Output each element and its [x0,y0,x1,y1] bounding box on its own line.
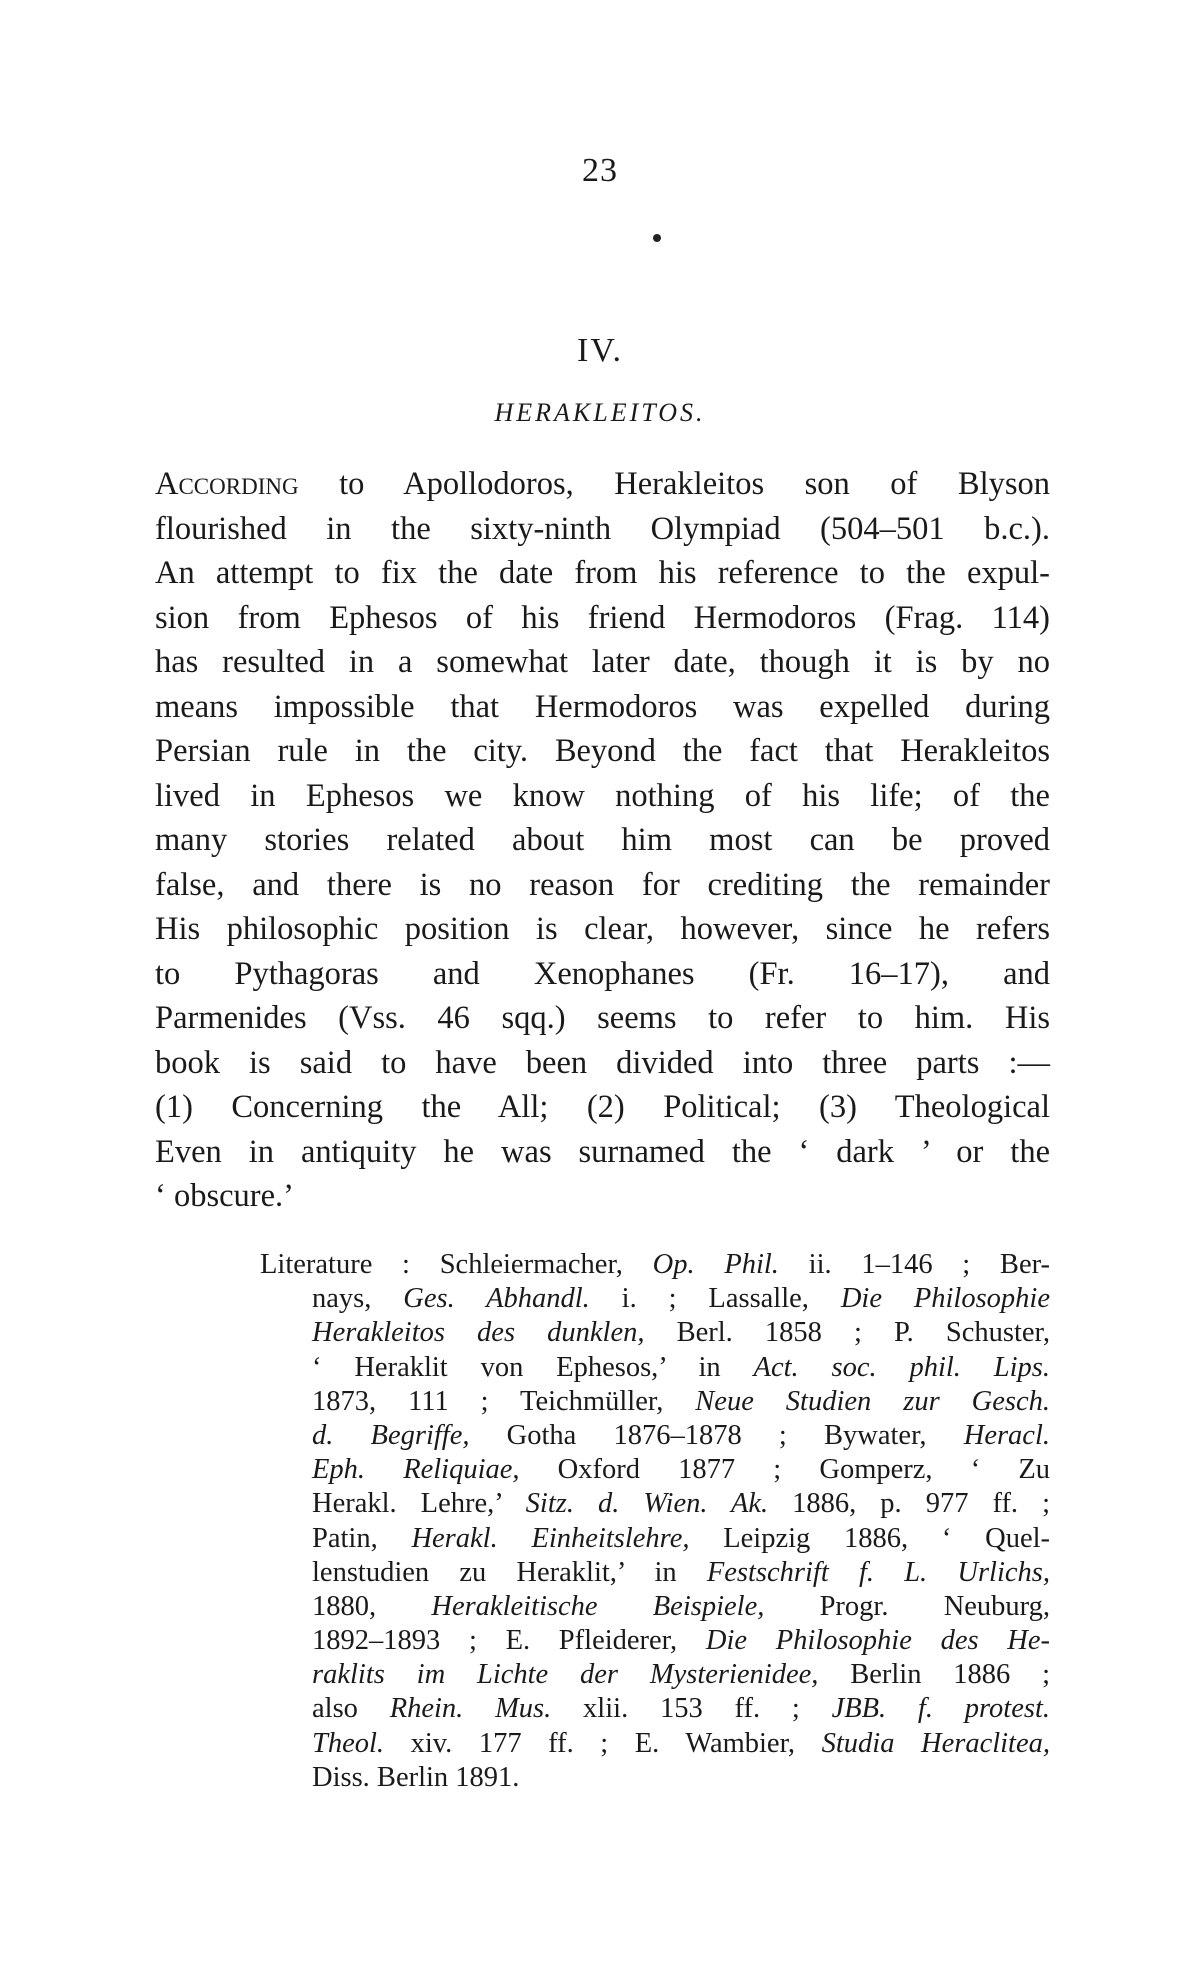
body-line: lived in Ephesos we know nothing of his life; of the [155,777,1050,814]
literature-note [260,1248,1050,1795]
literature-title-italic: Sitz. d. Wien. Ak. [525,1488,769,1520]
page-number: 23 [582,152,618,189]
literature-title-italic: Die Philosophie [840,1283,1051,1315]
literature-text: ‘ Heraklit von Ephesos,’ in [312,1351,754,1383]
literature-text: also [312,1693,390,1725]
literature-text: ii. 1–146 ; Ber- [778,1249,1051,1280]
literature-title-italic: Studia Heraclitea, [821,1727,1050,1759]
literature-text: Progr. Neuburg, [764,1590,1051,1622]
body-paragraph [155,462,1050,1219]
body-line: Even in antiquity he was surnamed the ‘ dark ’ or the [155,1133,1050,1170]
literature-line [260,1590,1050,1624]
literature-title-italic: Op. Phil. [652,1249,779,1280]
body-line: ‘ obscure.’ [155,1178,294,1214]
body-line: has resulted in a somewhat later date, though it is by no [155,644,1050,680]
literature-text: Literature : Schleiermacher, [260,1249,653,1280]
literature-text: Patin, [312,1522,412,1554]
body-line: many stories related about him most can be proved [155,822,1050,858]
literature-line [260,1453,1050,1487]
literature-title-italic: Ges. Abhandl. [403,1283,590,1315]
literature-title-italic: Act. soc. phil. Lips. [753,1351,1050,1383]
literature-title-italic: Herakl. Einheitslehre, [411,1522,690,1554]
literature-text: lenstudien zu Heraklit,’ in [312,1556,707,1588]
literature-line [260,1692,1050,1726]
literature-line [260,1556,1050,1590]
literature-line [260,1248,1050,1282]
literature-text: xiv. 177 ff. ; E. Wambier, [384,1727,822,1759]
body-line: sion from Ephesos of his friend Hermodoros (Frag. 114) [155,599,1050,636]
literature-text: Berl. 1858 ; P. Schuster, [644,1317,1050,1349]
body-line: flourished in the sixty-ninth Olympiad (504–501 b.c.). [155,510,1050,547]
literature-title-italic: Neue Studien zur Gesch. [695,1385,1050,1417]
literature-text: 1873, 111 ; Teichmüller, [312,1385,696,1417]
literature-text: Diss. Berlin 1891. [312,1761,520,1793]
literature-title-italic: JBB. f. protest. [831,1693,1050,1725]
chapter-number: IV. [577,332,623,369]
literature-title-italic: raklits im Lichte der Mysterienidee, [312,1659,819,1691]
literature-line [260,1282,1050,1316]
literature-line [260,1761,1050,1795]
body-line: (1) Concerning the All; (2) Political; (3) Theological [155,1089,1050,1125]
literature-text: xlii. 153 ff. ; [551,1693,832,1725]
body-line: false, and there is no reason for crediting the remainder [155,866,1050,903]
literature-title-italic: Festschrift f. L. Urlichs, [706,1556,1050,1588]
body-line: book is said to have been divided into three parts :— [155,1044,1050,1081]
literature-text: Berlin 1886 ; [818,1659,1050,1691]
literature-title-italic: Eph. Reliquiae, [312,1454,520,1486]
literature-text: 1880, [312,1590,432,1622]
body-line: His philosophic position is clear, however, since he refers [155,911,1050,947]
body-line: to Pythagoras and Xenophanes (Fr. 16–17), and [155,955,1050,992]
literature-text: Herakl. Lehre,’ [312,1488,526,1520]
literature-line [260,1385,1050,1419]
literature-text: nays, [312,1283,404,1315]
printer-dot-mark [653,234,661,242]
literature-text: 1892–1893 ; E. Pfleiderer, [312,1625,706,1657]
literature-title-italic: Herakleitos des dunklen, [312,1317,645,1349]
body-line: means impossible that Hermodoros was expelled during [155,688,1050,725]
literature-line [260,1658,1050,1692]
literature-line [260,1727,1050,1761]
literature-line [260,1624,1050,1658]
literature-line [260,1316,1050,1350]
literature-text: 1886, p. 977 ff. ; [768,1488,1050,1520]
literature-text: i. ; Lassalle, [589,1283,841,1315]
literature-title-italic: Die Philosophie des He- [705,1625,1050,1657]
literature-line [260,1487,1050,1521]
literature-title-italic: Rhein. Mus. [389,1693,552,1725]
literature-line [260,1419,1050,1453]
body-line: An attempt to fix the date from his reference to the expul- [155,555,1050,591]
literature-line [260,1522,1050,1556]
literature-title-italic: Herakleitische Beispiele, [431,1590,765,1622]
body-line: Persian rule in the city. Beyond the fact that Herakleitos [155,733,1050,769]
literature-title-italic: d. Begriffe, [312,1419,470,1451]
chapter-title: HERAKLEITOS. [494,398,706,427]
literature-line [260,1351,1050,1385]
literature-title-italic: Theol. [312,1727,385,1759]
lead-word: According [155,466,299,502]
literature-title-italic: Heracl. [963,1419,1050,1451]
literature-text: Gotha 1876–1878 ; Bywater, [469,1419,964,1451]
body-line: Parmenides (Vss. 46 sqq.) seems to refer to him. His [155,1000,1050,1036]
literature-text: Oxford 1877 ; Gomperz, ‘ Zu [519,1454,1051,1486]
literature-text: Leipzig 1886, ‘ Quel- [689,1522,1050,1554]
body-line-text: to Apollodoros, Herakleitos son of Blyson [298,466,1050,502]
body-line [155,462,1050,507]
